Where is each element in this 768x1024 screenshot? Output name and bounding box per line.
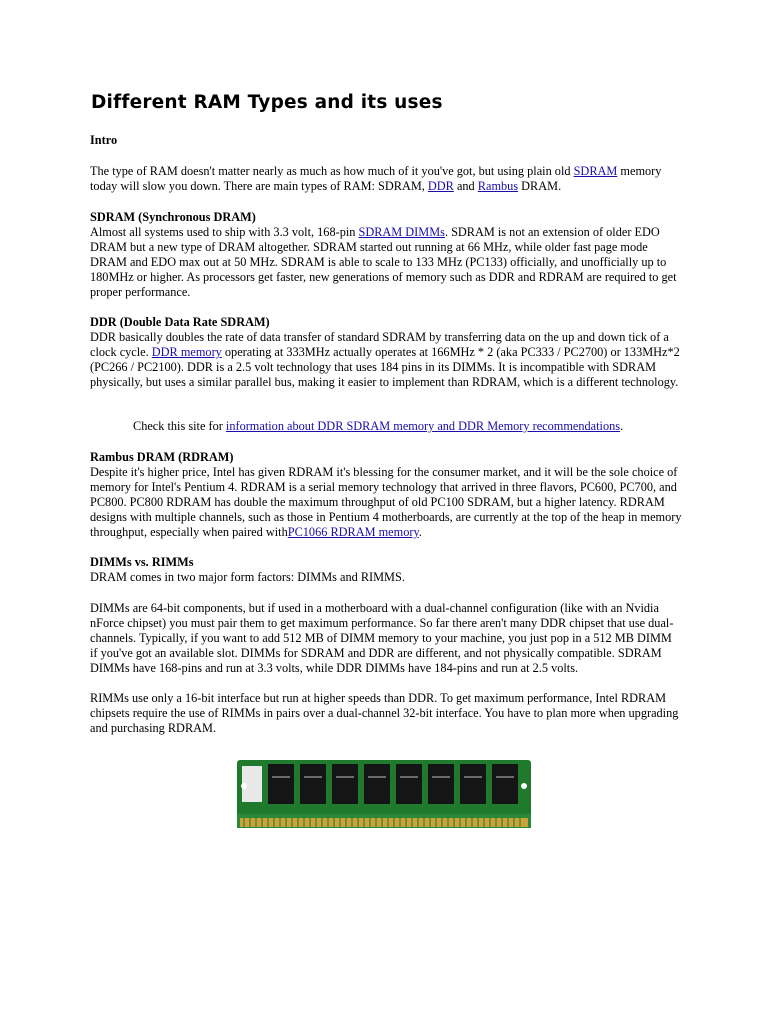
ddr-memory-link[interactable]: DDR memory <box>151 345 222 359</box>
page-title: Different RAM Types and its uses <box>91 92 443 113</box>
ddr-check-text: Check this site for <box>133 419 226 433</box>
mount-hole-right <box>521 783 527 789</box>
intro-text-3: and <box>453 179 478 193</box>
ddr-check-end: . <box>620 419 624 433</box>
ddr-section <box>90 315 682 390</box>
sdram-text-2: . SDRAM is not an extension of older EDO DRAM but a new type of DRAM altogether. SDRAM started out running at 66 MHz, while older fast page mode DRAM and EDO max out at 50 MHz. SDRAM is able to scale to 133 MHz (PC133) officially, and unofficially up to 180MHz or higher. As processors get faster, new generations of memory such as DDR and RDRAM are required to get proper performance. <box>90 225 677 299</box>
ddr-text-2: operating at 333MHz actually operates at 166MHz * 2 (aka PC333 / PC2700) or 133MHz*2 (PC266 / PC2100). DDR is a 2.5 volt technology that uses 184 pins in its DIMMs. It is incompatible with SDRAM physically, but uses a similar parallel bus, making it easier to implement than RDRAM, which is a different technology. <box>90 345 680 389</box>
sdram-dimms-link[interactable]: SDRAM DIMMs <box>358 225 445 239</box>
sdram-section <box>90 210 682 300</box>
sdram-paragraph <box>90 225 682 300</box>
intro-paragraph <box>90 164 682 194</box>
sdram-text-1: Almost all systems used to ship with 3.3 volt, 168-pin <box>90 225 359 239</box>
dimms-rimms-heading: DIMMs vs. RIMMs <box>90 555 194 569</box>
gold-pins <box>240 818 528 827</box>
rambus-link[interactable]: Rambus <box>477 179 519 193</box>
rambus-heading: Rambus DRAM (RDRAM) <box>90 450 234 464</box>
rambus-text-2: . <box>418 525 422 539</box>
mount-hole-left <box>241 783 247 789</box>
intro-text-2: memory today will slow you down. There are main types of RAM: SDRAM, <box>90 164 662 193</box>
ddr-text-1: DDR basically doubles the rate of data transfer of standard SDRAM by transferring data on the up and down tick of a clock cycle. <box>90 330 669 359</box>
dimms-paragraph: DIMMs are 64-bit components, but if used in a motherboard with a dual-channel configuration (like with an Nvidia nForce chipset) you must pair them to get maximum performance. So far there aren't many DDR chipset that use dual-channels. Typically, if you want to add 512 MB of DIMM memory to your machine, you just pop in a 512 MB DIMM if you've got an available slot. DIMMs for SDRAM and DDR are different, and not physically compatible. SDRAM DIMMs have 168-pins and run at 3.3 volts, while DDR DIMMs have 184-pins and run at 2.5 volts. <box>90 601 674 675</box>
pc1066-link[interactable]: PC1066 RDRAM memory <box>287 525 419 539</box>
ddr-heading: DDR (Double Data Rate SDRAM) <box>90 315 270 329</box>
rimms-paragraph: RIMMs use only a 16-bit interface but run at higher speeds than DDR. To get maximum performance, Intel RDRAM chipsets require the use of RIMMs in pairs over a dual-channel 32-bit interface. You have to plan more when upgrading and purchasing RDRAM. <box>90 691 679 735</box>
intro-text-4: DRAM. <box>518 179 562 193</box>
ddr-link[interactable]: DDR <box>427 179 454 193</box>
ddr-paragraph <box>90 330 682 390</box>
intro-heading: Intro <box>90 133 118 147</box>
ddr-check-line <box>133 419 682 434</box>
ddr-info-link[interactable]: information about DDR SDRAM memory and DDR Memory recommendations <box>225 419 621 433</box>
rambus-text-1: Despite it's higher price, Intel has given RDRAM it's blessing for the consumer market, and it will be the sole choice of memory for Intel's Pentium 4. RDRAM is a serial memory technology that arrived in three flavors, PC600, PC700, and PC800. PC800 RDRAM has double the maximum throughput of old PC100 SDRAM, but a higher latency. RDRAM designs with multiple channels, such as those in Pentium 4 motherboards, are currently at the top of the heap in memory throughput, especially when paired with <box>90 465 682 539</box>
sdram-heading: SDRAM (Synchronous DRAM) <box>90 210 256 224</box>
intro-text-1: The type of RAM doesn't matter nearly as much as how much of it you've got, but using plain old <box>90 164 574 178</box>
dimms-rimms-intro: DRAM comes in two major form factors: DIMMs and RIMMS. <box>90 570 405 584</box>
rambus-section <box>90 450 682 540</box>
rambus-paragraph <box>90 465 682 540</box>
sdram-link[interactable]: SDRAM <box>573 164 618 178</box>
ram-module-photo-icon <box>234 756 534 832</box>
dimms-rimms-section <box>90 555 682 585</box>
